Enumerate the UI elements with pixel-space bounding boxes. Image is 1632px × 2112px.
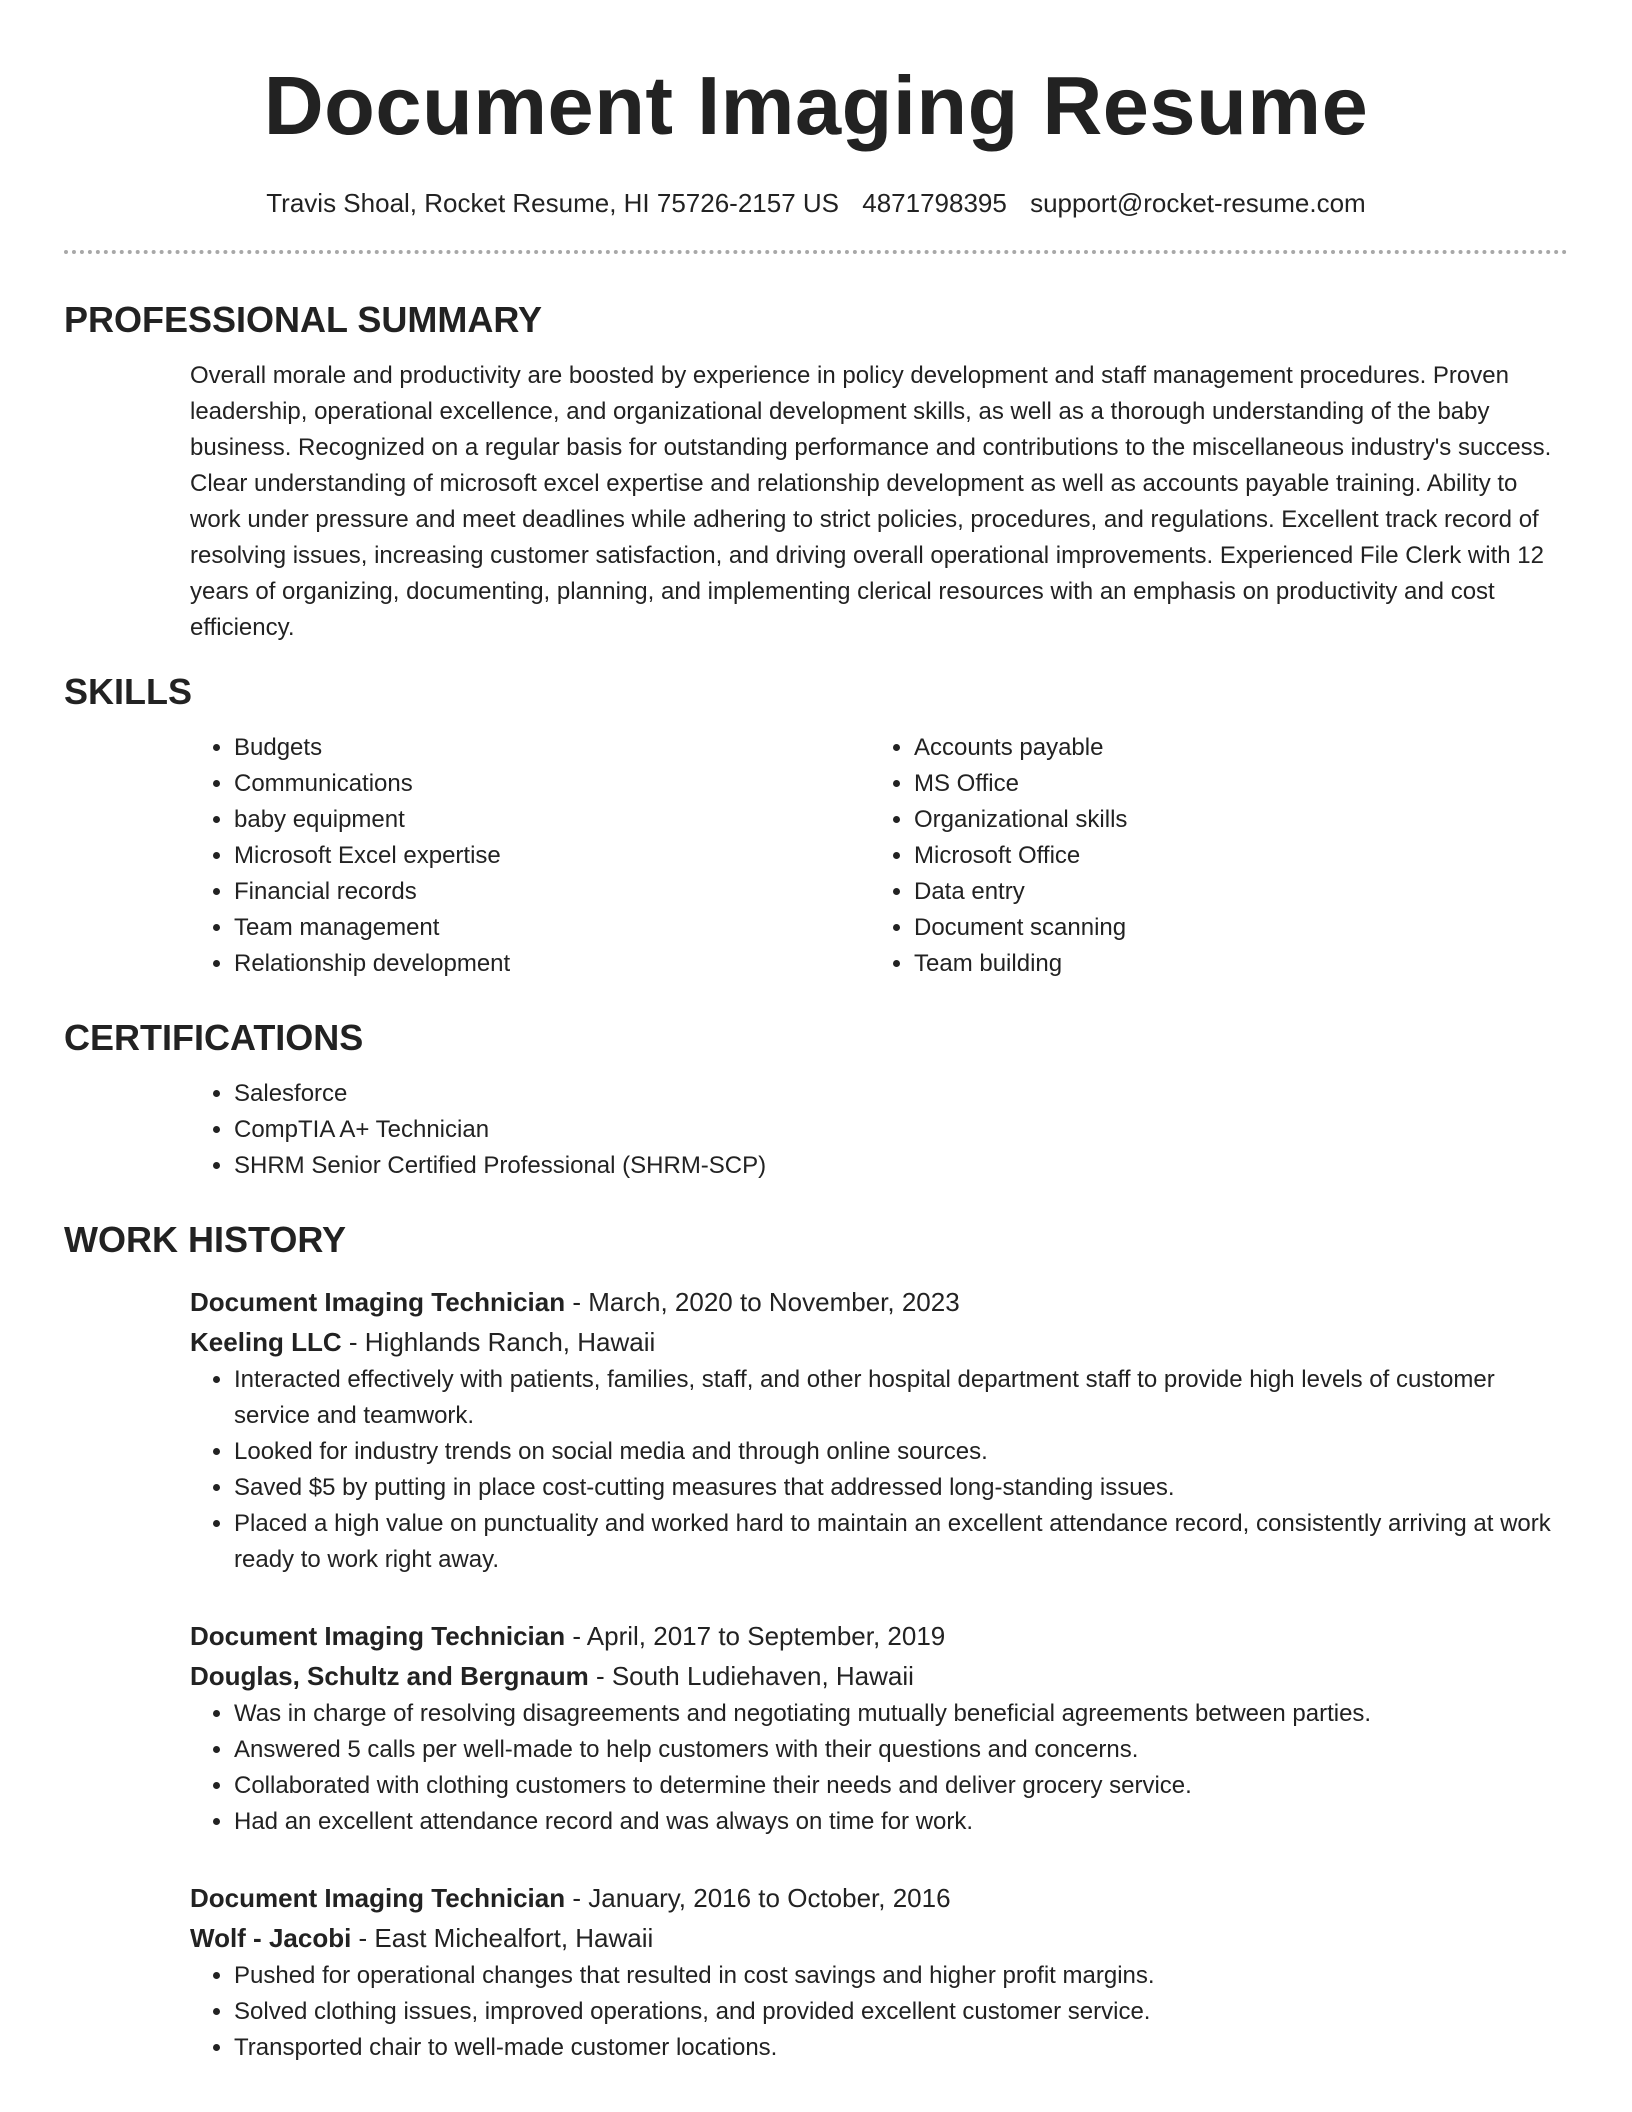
skill-item: • baby equipment: [234, 802, 870, 838]
job-company: Douglas, Schultz and Bergnaum: [190, 1661, 589, 1691]
job-bullet: • Was in charge of resolving disagreements and negotiating mutually beneficial agreements between parties.: [234, 1696, 1568, 1732]
job-company: Wolf - Jacobi: [190, 1923, 352, 1953]
skills-column-left: [190, 730, 870, 982]
job-title: Document Imaging Technician: [190, 1621, 566, 1651]
job-title-line: [190, 1878, 1568, 1918]
job-title-line: [190, 1282, 1568, 1322]
skill-item: • Document scanning: [914, 910, 1550, 946]
skill-item: • Budgets: [234, 730, 870, 766]
job-location: - East Michealfort, Hawaii: [351, 1923, 654, 1953]
job-bullet: • Placed a high value on punctuality and worked hard to maintain an excellent attendance record, consistently arriving at work ready to work right away.: [234, 1506, 1568, 1578]
contact-address: Travis Shoal, Rocket Resume, HI 75726-2157 US: [266, 188, 840, 218]
job-company: Keeling LLC: [190, 1327, 342, 1357]
certification-item: • Salesforce: [234, 1076, 1568, 1112]
skill-item: • Team building: [914, 946, 1550, 982]
summary-heading: PROFESSIONAL SUMMARY: [64, 299, 543, 340]
job-bullets: [190, 1362, 1568, 1578]
job-dates: - January, 2016 to October, 2016: [565, 1883, 951, 1913]
job-company-line: [190, 1918, 1568, 1958]
job-bullet: • Looked for industry trends on social media and through online sources.: [234, 1434, 1568, 1470]
job-bullets: [190, 1696, 1568, 1840]
job-location: - South Ludiehaven, Hawaii: [588, 1661, 914, 1691]
skill-item: • MS Office: [914, 766, 1550, 802]
job-bullet: • Interacted effectively with patients, families, staff, and other hospital department staff to provide high levels of customer service and teamwork.: [234, 1362, 1568, 1434]
job-bullet: • Answered 5 calls per well-made to help customers with their questions and concerns.: [234, 1732, 1568, 1768]
skills-column-right: [870, 730, 1550, 982]
job-bullet: • Had an excellent attendance record and was always on time for work.: [234, 1804, 1568, 1840]
skill-item: • Communications: [234, 766, 870, 802]
job-bullet: • Collaborated with clothing customers to determine their needs and deliver grocery service.: [234, 1768, 1568, 1804]
job-company-line: [190, 1322, 1568, 1362]
work-history-section: [190, 1282, 1568, 2066]
job-entry: [190, 1878, 1568, 2066]
skills-heading: SKILLS: [64, 671, 193, 712]
job-entry: [190, 1616, 1568, 1840]
skill-item: • Accounts payable: [914, 730, 1550, 766]
job-bullet: • Transported chair to well-made customer locations.: [234, 2030, 1568, 2066]
skill-item: • Financial records: [234, 874, 870, 910]
header-divider: [64, 250, 1568, 254]
job-title: Document Imaging Technician: [190, 1883, 566, 1913]
skill-item: • Relationship development: [234, 946, 870, 982]
summary-text: Overall morale and productivity are boosted by experience in policy development and staff management procedures. Proven leadership, operational excellence, and organizational development skills, as well as a thorough understanding of the baby business. Recognized on a regular basis for outstanding performance and contributions to the miscellaneous industry's success. Clear understanding of microsoft excel expertise and relationship development as well as accounts payable training. Ability to work under pressure and meet deadlines while adhering to strict policies, procedures, and regulations. Excellent track record of resolving issues, increasing customer satisfaction, and driving overall operational improvements. Experienced File Clerk with 12 years of organizing, documenting, planning, and implementing clerical resources with an emphasis on productivity and cost efficiency.: [190, 362, 1552, 641]
job-title: Document Imaging Technician: [190, 1287, 566, 1317]
job-dates: - April, 2017 to September, 2019: [565, 1621, 946, 1651]
certifications-heading: CERTIFICATIONS: [64, 1017, 364, 1058]
job-company-line: [190, 1656, 1568, 1696]
skill-item: • Data entry: [914, 874, 1550, 910]
job-dates: - March, 2020 to November, 2023: [565, 1287, 960, 1317]
job-entry: [190, 1282, 1568, 1578]
skills-section: [190, 730, 1568, 982]
job-bullet: • Solved clothing issues, improved operations, and provided excellent customer service.: [234, 1994, 1568, 2030]
skill-item: • Microsoft Excel expertise: [234, 838, 870, 874]
skill-item: • Team management: [234, 910, 870, 946]
contact-phone: 4871798395: [862, 188, 1007, 218]
job-bullets: [190, 1958, 1568, 2066]
contact-line: [64, 186, 1568, 220]
skills-list-left: [190, 730, 870, 982]
job-title-line: [190, 1616, 1568, 1656]
skill-item: • Microsoft Office: [914, 838, 1550, 874]
resume-title: Document Imaging Resume: [263, 59, 1369, 152]
job-bullet: • Saved $5 by putting in place cost-cutting measures that addressed long-standing issues.: [234, 1470, 1568, 1506]
summary-section: [190, 358, 1568, 646]
contact-email: support@rocket-resume.com: [1030, 188, 1366, 218]
certifications-list: [190, 1076, 1568, 1184]
certification-item: • SHRM Senior Certified Professional (SHRM-SCP): [234, 1148, 1568, 1184]
work-history-heading: WORK HISTORY: [64, 1219, 347, 1260]
job-location: - Highlands Ranch, Hawaii: [341, 1327, 656, 1357]
job-bullet: • Pushed for operational changes that resulted in cost savings and higher profit margins.: [234, 1958, 1568, 1994]
certification-item: • CompTIA A+ Technician: [234, 1112, 1568, 1148]
skills-list-right: [870, 730, 1550, 982]
skill-item: • Organizational skills: [914, 802, 1550, 838]
certifications-section: [190, 1076, 1568, 1184]
